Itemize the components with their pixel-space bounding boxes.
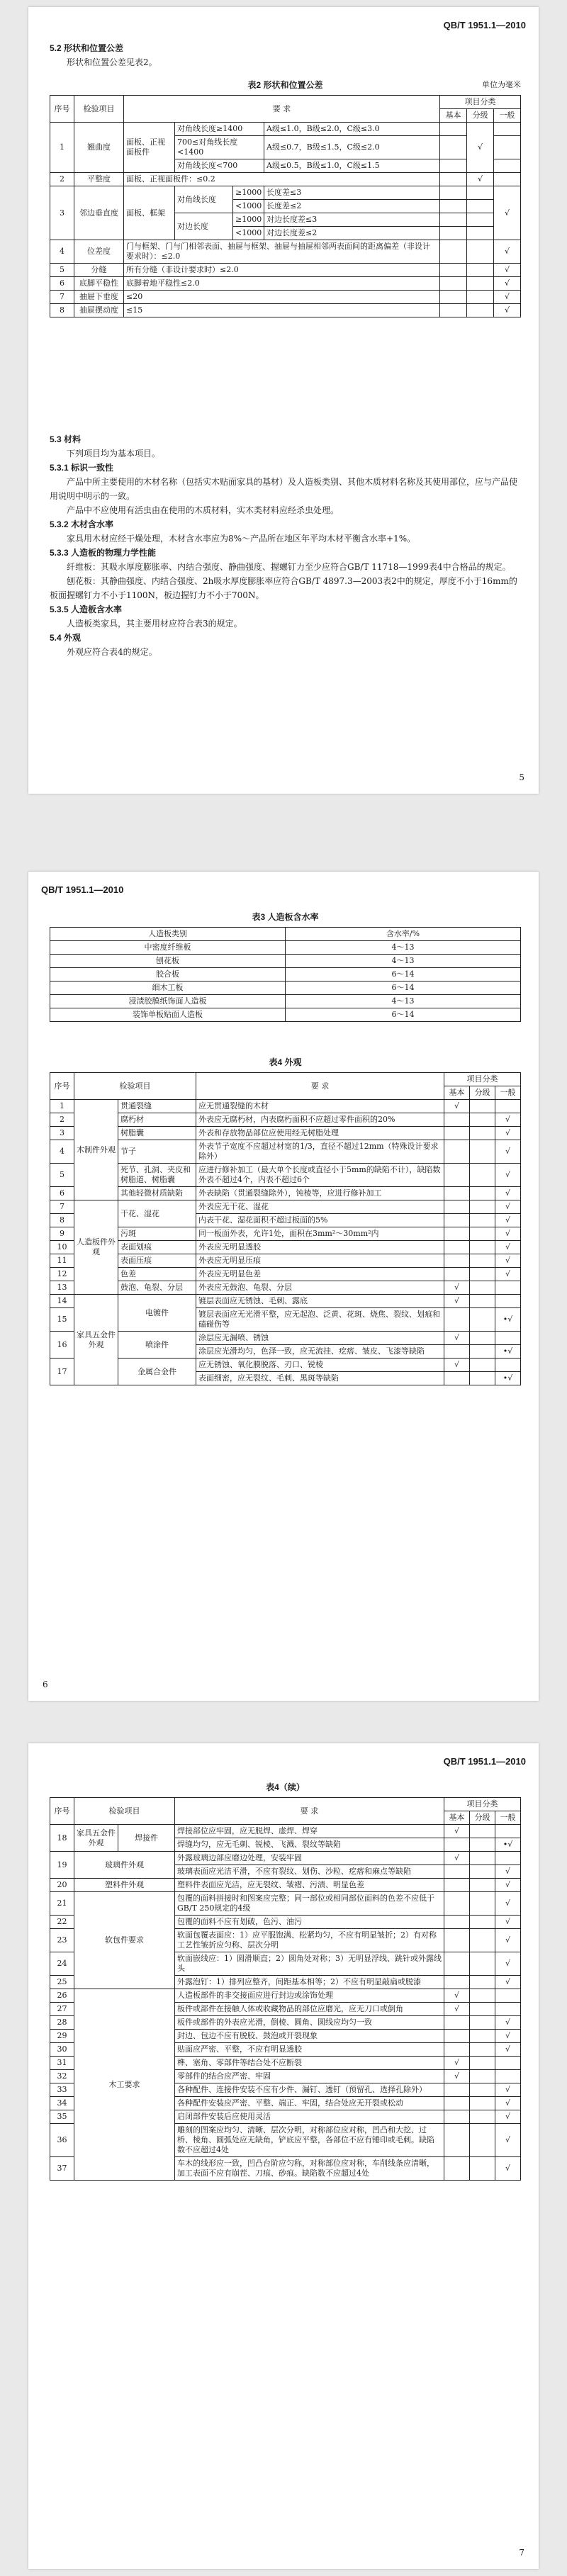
page-number: 7 — [519, 2548, 524, 2558]
table-row: 17 金属合金件 应无锈蚀、氧化膜脱落、刃口、锐棱 √ — [50, 1359, 521, 1372]
table-row: <1000 对边长度差≤2 — [50, 227, 521, 240]
th-req: 要 求 — [124, 96, 440, 123]
page-1 — [28, 7, 539, 794]
table-row: 2 腐朽材 外表应无腐朽材，内表腐朽面积不应超过零件面积的20% √ — [50, 1113, 521, 1127]
table-row: 3 邻边垂直度 面板、框架 对角线长度 ≥1000 长度差≤3 √ — [50, 186, 521, 200]
page-3 — [28, 1743, 539, 2569]
table-3-grid: 人造板类别 含水率/% 中密度纤维板 4～13 刨花板 4～13 胶合板 6～14 细木工板 6～14 浸渍胶膜纸饰面人造板 4～13 装饰单板贴面人造板 6～14 — [50, 927, 521, 1022]
table-4-title: 表4 外观 — [269, 1057, 302, 1067]
page-header: QB/T 1951.1—2010 — [41, 884, 124, 895]
page-2 — [28, 872, 539, 1701]
table-row: 5 分缝 所有分缝（非设计要求时）≤2.0 √ — [50, 264, 521, 277]
table-row: 1 木制件外观 贯通裂缝 应无贯通裂缝的木材 √ — [50, 1100, 521, 1113]
th-class: 项目分类 — [440, 96, 521, 109]
table-row: 焊缝均匀，应无毛刺、锐棱、飞溅、裂纹等缺陷 •√ — [50, 1838, 521, 1852]
heading-5-3-1: 5.3.1 标识一致性 — [50, 463, 114, 473]
table-row: 细木工板 6～14 — [50, 982, 521, 995]
table-row: 10 表面划痕 外表应无明显透胶 √ — [50, 1241, 521, 1254]
table-row: 11 表面压痕 外表应无明显压痕 √ — [50, 1254, 521, 1268]
table-row: 6 底脚平稳性 底脚着地平稳性≤2.0 √ — [50, 277, 521, 291]
table-row: 7 人造板件外观 干花、湿花 外表应无干花、湿花 √ — [50, 1200, 521, 1214]
table-row: 2 平整度 面板、正视面板件：≤0.2 √ — [50, 173, 521, 186]
heading-5-3-3: 5.3.3 人造板的物理力学性能 — [50, 548, 157, 558]
table-4 — [50, 1052, 521, 1385]
table-row: 27 板件或部件在接触人体或收藏物品的部位应磨光，应无刀口或倒角 √ — [50, 2003, 521, 2016]
section-5-2 — [50, 41, 521, 69]
table-row: 8 抽屉摆动度 ≤15 √ — [50, 304, 521, 317]
section-5-3: 5.3 材料 下列项目均为基本项目。 5.3.1 标识一致性 产品中所主要使用的木材名称（包括实木贴面家具的基材）及人造板类别、其他木质材料名称及其使用部位，应与产品使用说明中明示的一致。 产品中不应使用有活虫由在使用的木质材料，实木类材料应经杀虫处理。 5.3.2 木材含水率 家具用木材应经干燥处理，木材含水率应为8%～产品所在地区年平均木材平衡含水率+1%。 5.3.3 人造板的物理力学性能 纤维板：其吸水厚度膨胀率、内结合强度、静曲强度、握螺钉力至少应符合GB/T 11718—1999表4中合格品的规定。 刨花板：其静曲强度、内结合强度、2h吸水厚度膨胀率应符合GB/T 4897.3—2003表2中的规定，厚度不小于16mm的板面握螺钉力不小于1100N，板边握钉力不小于700N。 5.3.5 人造板含水率 人造板类家具，其主要用材应符合表3的规定。 5.4 外观 外观应符合表4的规定。 — [50, 432, 521, 659]
th-general: 一般 — [494, 109, 521, 123]
table-row: 25 外露泡钉：1）排列应整齐，间距基本相等；2）不应有明显敲扁或脱漆 √ — [50, 1976, 521, 1989]
heading-5-2: 5.2 形状和位置公差 — [50, 43, 124, 53]
table-4-grid: 序号 检验项目 要 求 项目分类 基本 分级 一般 1 木制件外观 贯通裂缝 应无贯通裂缝的木材 √ 2 腐朽材 外表应无腐朽材，内表腐朽面积不应超过零件面积的20% √ 3 树脂囊 外表和存放物品部位应使用经无树脂处理 √ 4 节子 外表节子宽度不应超过材宽的1/3，直径不超过12mm（特殊设计要求除外） √ 5 死节、孔洞、夹皮和树脂道、树脂囊 应进行修补加工（最大单个长度或直径小于5mm的缺陷不计），缺陷数外表不超过4个，内表不超过6个 √ 6 其他轻微材质缺陷 外表缺陷（贯通裂缝除外），钝棱等，应进行修补加工 √ 7 人造板件外观 干花、湿花 外表应无干花、湿花 √ 8 内表干花、湿花面积不超过板面的5% √ 9 污斑 同一板面外表，允许1处，面积在3mm²～30mm²内 √ 10 表面划痕 外表应无明显透胶 √ 11 表面压痕 外表应无明显压痕 √ 12 色差 外表应无明显色差 √ 13 鼓泡、龟裂、分层 外表应无鼓泡、龟裂、分层 √ 14 家具五金件外观 电镀件 镀层表面应无锈蚀、毛刺、露底 √ 15 镀层表面应无光滑平整，应无起泡、泛黄、花斑、烧焦、裂纹、划痕和磕碰伤等 •√ 16 喷涂件 涂层应无漏喷、锈蚀 √ 涂层应光滑均匀，色泽一致，应无流挂、疙瘩、皱皮、飞漆等缺陷 •√ 17 金属合金件 应无锈蚀、氧化膜脱落、刃口、锐棱 √ 表面细密，应无裂纹、毛刺、黑斑等缺陷 •√ — [50, 1072, 521, 1385]
page-header: QB/T 1951.1—2010 — [443, 20, 526, 30]
table-row: 刨花板 4～13 — [50, 955, 521, 968]
table-row: 16 喷涂件 涂层应无漏喷、锈蚀 √ — [50, 1332, 521, 1345]
table-row: 26 木工要求 人造板部件的非交接面应进行封边或涂饰处理 √ — [50, 1989, 521, 2003]
table-row: 19 玻璃件外观 外露玻璃边部应磨边处理，安装牢固 √ — [50, 1852, 521, 1865]
table-row: 4 节子 外表节子宽度不应超过材宽的1/3，直径不超过12mm（特殊设计要求除外） √ — [50, 1140, 521, 1164]
table-3-title: 表3 人造板含水率 — [252, 912, 319, 922]
table-row: 8 内表干花、湿花面积不超过板面的5% √ — [50, 1214, 521, 1227]
table-row: 对边长度 ≥1000 对边长度差≤3 — [50, 213, 521, 227]
table-row: <1000 长度差≤2 — [50, 200, 521, 213]
table-row: 3 树脂囊 外表和存放物品部位应使用经无树脂处理 √ — [50, 1127, 521, 1140]
heading-5-4: 5.4 外观 — [50, 633, 82, 643]
th-basic: 基本 — [440, 109, 467, 123]
table-row: 中密度纤维板 4～13 — [50, 941, 521, 955]
table-row: 对角线长度<700 A级≤0.5，B级≤1.0，C级≤1.5 — [50, 159, 521, 173]
table-4c-title: 表4（续） — [266, 1782, 305, 1792]
table-row: 21 软包件要求 包覆的面料拼接时和图案应完整；同一部位或相同部位面料的色差不应低于GB/T 250规定的4级 √ — [50, 1892, 521, 1916]
table-row: 14 家具五金件外观 电镀件 镀层表面应无锈蚀、毛刺、露底 √ — [50, 1295, 521, 1308]
table-row: 浸渍胶膜纸饰面人造板 4～13 — [50, 995, 521, 1008]
table-4c-grid: 序号 检验项目 要 求 项目分类 基本 分级 一般 18 家具五金件外观 焊接件 焊接部位应牢固，应无脱焊、虚焊、焊穿 √ 焊缝均匀，应无毛刺、锐棱、飞溅、裂纹等缺陷 •√ 19 玻璃件外观 外露玻璃边部应磨边处理，安装牢固 √ 玻璃表面应光洁平滑，不应有裂纹、划伤、沙粒、疙瘩和麻点等缺陷 √ 20 塑料件外观 塑料件表面应光洁，应无裂纹、皱褶、污渍、明显色差 √ 21 软包件要求 包覆的面料拼接时和图案应完整；同一部位或相同部位面料的色差不应低于GB/T 250规定的4级 √ 22 包覆的面料不应有划破，色污、油污 √ 23 软面包覆表面应：1）应平服饱满、松紧均匀，不应有明显皱折；2）有对称工艺性皱折应匀称、层次分明 √ 24 软面嵌线应：1）圆滑顺直；2）圆角处对称；3）无明显浮线、跳针或外露线头 √ 25 外露泡钉：1）排列应整齐，间距基本相等；2）不应有明显敲扁或脱漆 √ 26 木工要求 人造板部件的非交接面应进行封边或涂饰处理 √ 27 板件或部件在接触人体或收藏物品的部位应磨光，应无刀口或倒角 √ 28 板件或部件的外表应光滑，倒棱、圆角、圆线应均匀一致 √ 29 封边、包边不应有脱胶、鼓泡或开裂现象 √ 30 贴面应严密、平整，不应有明显透胶 √ 31 榫、塞角、零部件等结合处不应断裂 √ 32 零部件的结合应严密、牢固 √ 33 各种配件、连接件安装不应有少件、漏钉、透钉（预留孔、选择孔除外） √ 34 各种配件安装应严密、平整、端正、牢固，结合处应无开裂或松动 √ 35 启闭部件安装后应使用灵活 √ 36 雕刻的图案应均匀、清晰、层次分明，对称部位应对称，凹凸和大挖、过桥、棱角、圆弧处应无缺角，铲底应平整，各部位不应有锤印或毛刺。缺陷数不应超过4处 √ 37 车木的线形应一致，凹凸台阶应匀称，对称部位应对称，车削线条应清晰，加工表面不应有崩茬、刀痕、砂痕。缺陷数不应超过4处 √ — [50, 1797, 521, 2181]
table-row: 29 封边、包边不应有脱胶、鼓泡或开裂现象 √ — [50, 2030, 521, 2043]
table-2-grid — [50, 95, 521, 317]
table-row: 23 软面包覆表面应：1）应平服饱满、松紧均匀，不应有明显皱折；2）有对称工艺性皱折应匀称、层次分明 √ — [50, 1929, 521, 1952]
table-row: 15 镀层表面应无光滑平整，应无起泡、泛黄、花斑、烧焦、裂纹、划痕和磕碰伤等 •√ — [50, 1308, 521, 1332]
heading-5-3: 5.3 材料 — [50, 434, 82, 444]
th-item: 检验项目 — [74, 96, 124, 123]
table-row: 18 家具五金件外观 焊接件 焊接部位应牢固，应无脱焊、虚焊、焊穿 √ — [50, 1825, 521, 1838]
page-number: 6 — [43, 1680, 48, 1689]
table-row: 6 其他轻微材质缺陷 外表缺陷（贯通裂缝除外），钝棱等，应进行修补加工 √ — [50, 1187, 521, 1200]
table-row: 13 鼓泡、龟裂、分层 外表应无鼓泡、龟裂、分层 √ — [50, 1281, 521, 1295]
table-row: 700≤对角线长度<1400 A级≤0.7，B级≤1.5，C级≤2.0 — [50, 136, 521, 159]
table-row: 4 位差度 门与框架、门与门相邻表面、抽屉与框架、抽屉与抽屉相邻两表面间的距离偏差（非设计要求时）：≤2.0 √ — [50, 240, 521, 264]
table-4-continued — [50, 1777, 521, 2181]
table-row: 表面细密，应无裂纹、毛刺、黑斑等缺陷 •√ — [50, 1372, 521, 1385]
table-row: 9 污斑 同一板面外表，允许1处，面积在3mm²～30mm²内 √ — [50, 1227, 521, 1241]
table-row: 12 色差 外表应无明显色差 √ — [50, 1268, 521, 1281]
table-row: 涂层应光滑均匀，色泽一致，应无流挂、疙瘩、皱皮、飞漆等缺陷 •√ — [50, 1345, 521, 1359]
table-row: 32 零部件的结合应严密、牢固 √ — [50, 2070, 521, 2083]
table-row: 20 塑料件外观 塑料件表面应光洁，应无裂纹、皱褶、污渍、明显色差 √ — [50, 1879, 521, 1892]
table-row: 1 翘曲度 面板、正视面板件 对角线长度≥1400 A级≤1.0，B级≤2.0，C级≤3.0 √ — [50, 123, 521, 136]
table-row: 37 车木的线形应一致，凹凸台阶应匀称，对称部位应对称，车削线条应清晰，加工表面不应有崩茬、刀痕、砂痕。缺陷数不应超过4处 √ — [50, 2157, 521, 2181]
table-2-unit: 单位为毫米 — [482, 81, 521, 89]
heading-5-3-5: 5.3.5 人造板含水率 — [50, 604, 123, 614]
table-row: 玻璃表面应光洁平滑，不应有裂纹、划伤、沙粒、疙瘩和麻点等缺陷 √ — [50, 1865, 521, 1879]
page-number: 5 — [519, 772, 524, 782]
table-row: 33 各种配件、连接件安装不应有少件、漏钉、透钉（预留孔、选择孔除外） √ — [50, 2083, 521, 2097]
text-5-2: 形状和位置公差见表2。 — [67, 57, 157, 67]
table-row: 胶合板 6～14 — [50, 968, 521, 982]
page-header: QB/T 1951.1—2010 — [443, 1756, 526, 1767]
table-row: 36 雕刻的图案应均匀、清晰、层次分明，对称部位应对称，凹凸和大挖、过桥、棱角、圆弧处应无缺角，铲底应平整，各部位不应有锤印或毛刺。缺陷数不应超过4处 √ — [50, 2124, 521, 2157]
table-row: 34 各种配件安装应严密、平整、端正、牢固，结合处应无开裂或松动 √ — [50, 2097, 521, 2110]
table-2 — [50, 75, 521, 317]
table-row: 30 贴面应严密、平整，不应有明显透胶 √ — [50, 2043, 521, 2057]
th-no: 序号 — [50, 96, 74, 123]
heading-5-3-2: 5.3.2 木材含水率 — [50, 519, 114, 529]
table-row: 24 软面嵌线应：1）圆滑顺直；2）圆角处对称；3）无明显浮线、跳针或外露线头 √ — [50, 1952, 521, 1976]
table-row: 7 抽屉下垂度 ≤20 √ — [50, 291, 521, 304]
table-row: 装饰单板贴面人造板 6～14 — [50, 1008, 521, 1022]
table-row: 5 死节、孔洞、夹皮和树脂道、树脂囊 应进行修补加工（最大单个长度或直径小于5mm的缺陷不计），缺陷数外表不超过4个，内表不超过6个 √ — [50, 1164, 521, 1187]
table-row: 35 启闭部件安装后应使用灵活 √ — [50, 2110, 521, 2124]
table-row: 31 榫、塞角、零部件等结合处不应断裂 √ — [50, 2057, 521, 2070]
table-3 — [50, 907, 521, 1022]
table-row: 28 板件或部件的外表应光滑，倒棱、圆角、圆线应均匀一致 √ — [50, 2016, 521, 2030]
table-2-title: 表2 形状和位置公差 — [247, 80, 323, 90]
th-grade: 分级 — [467, 109, 494, 123]
table-row: 22 包覆的面料不应有划破，色污、油污 √ — [50, 1916, 521, 1929]
